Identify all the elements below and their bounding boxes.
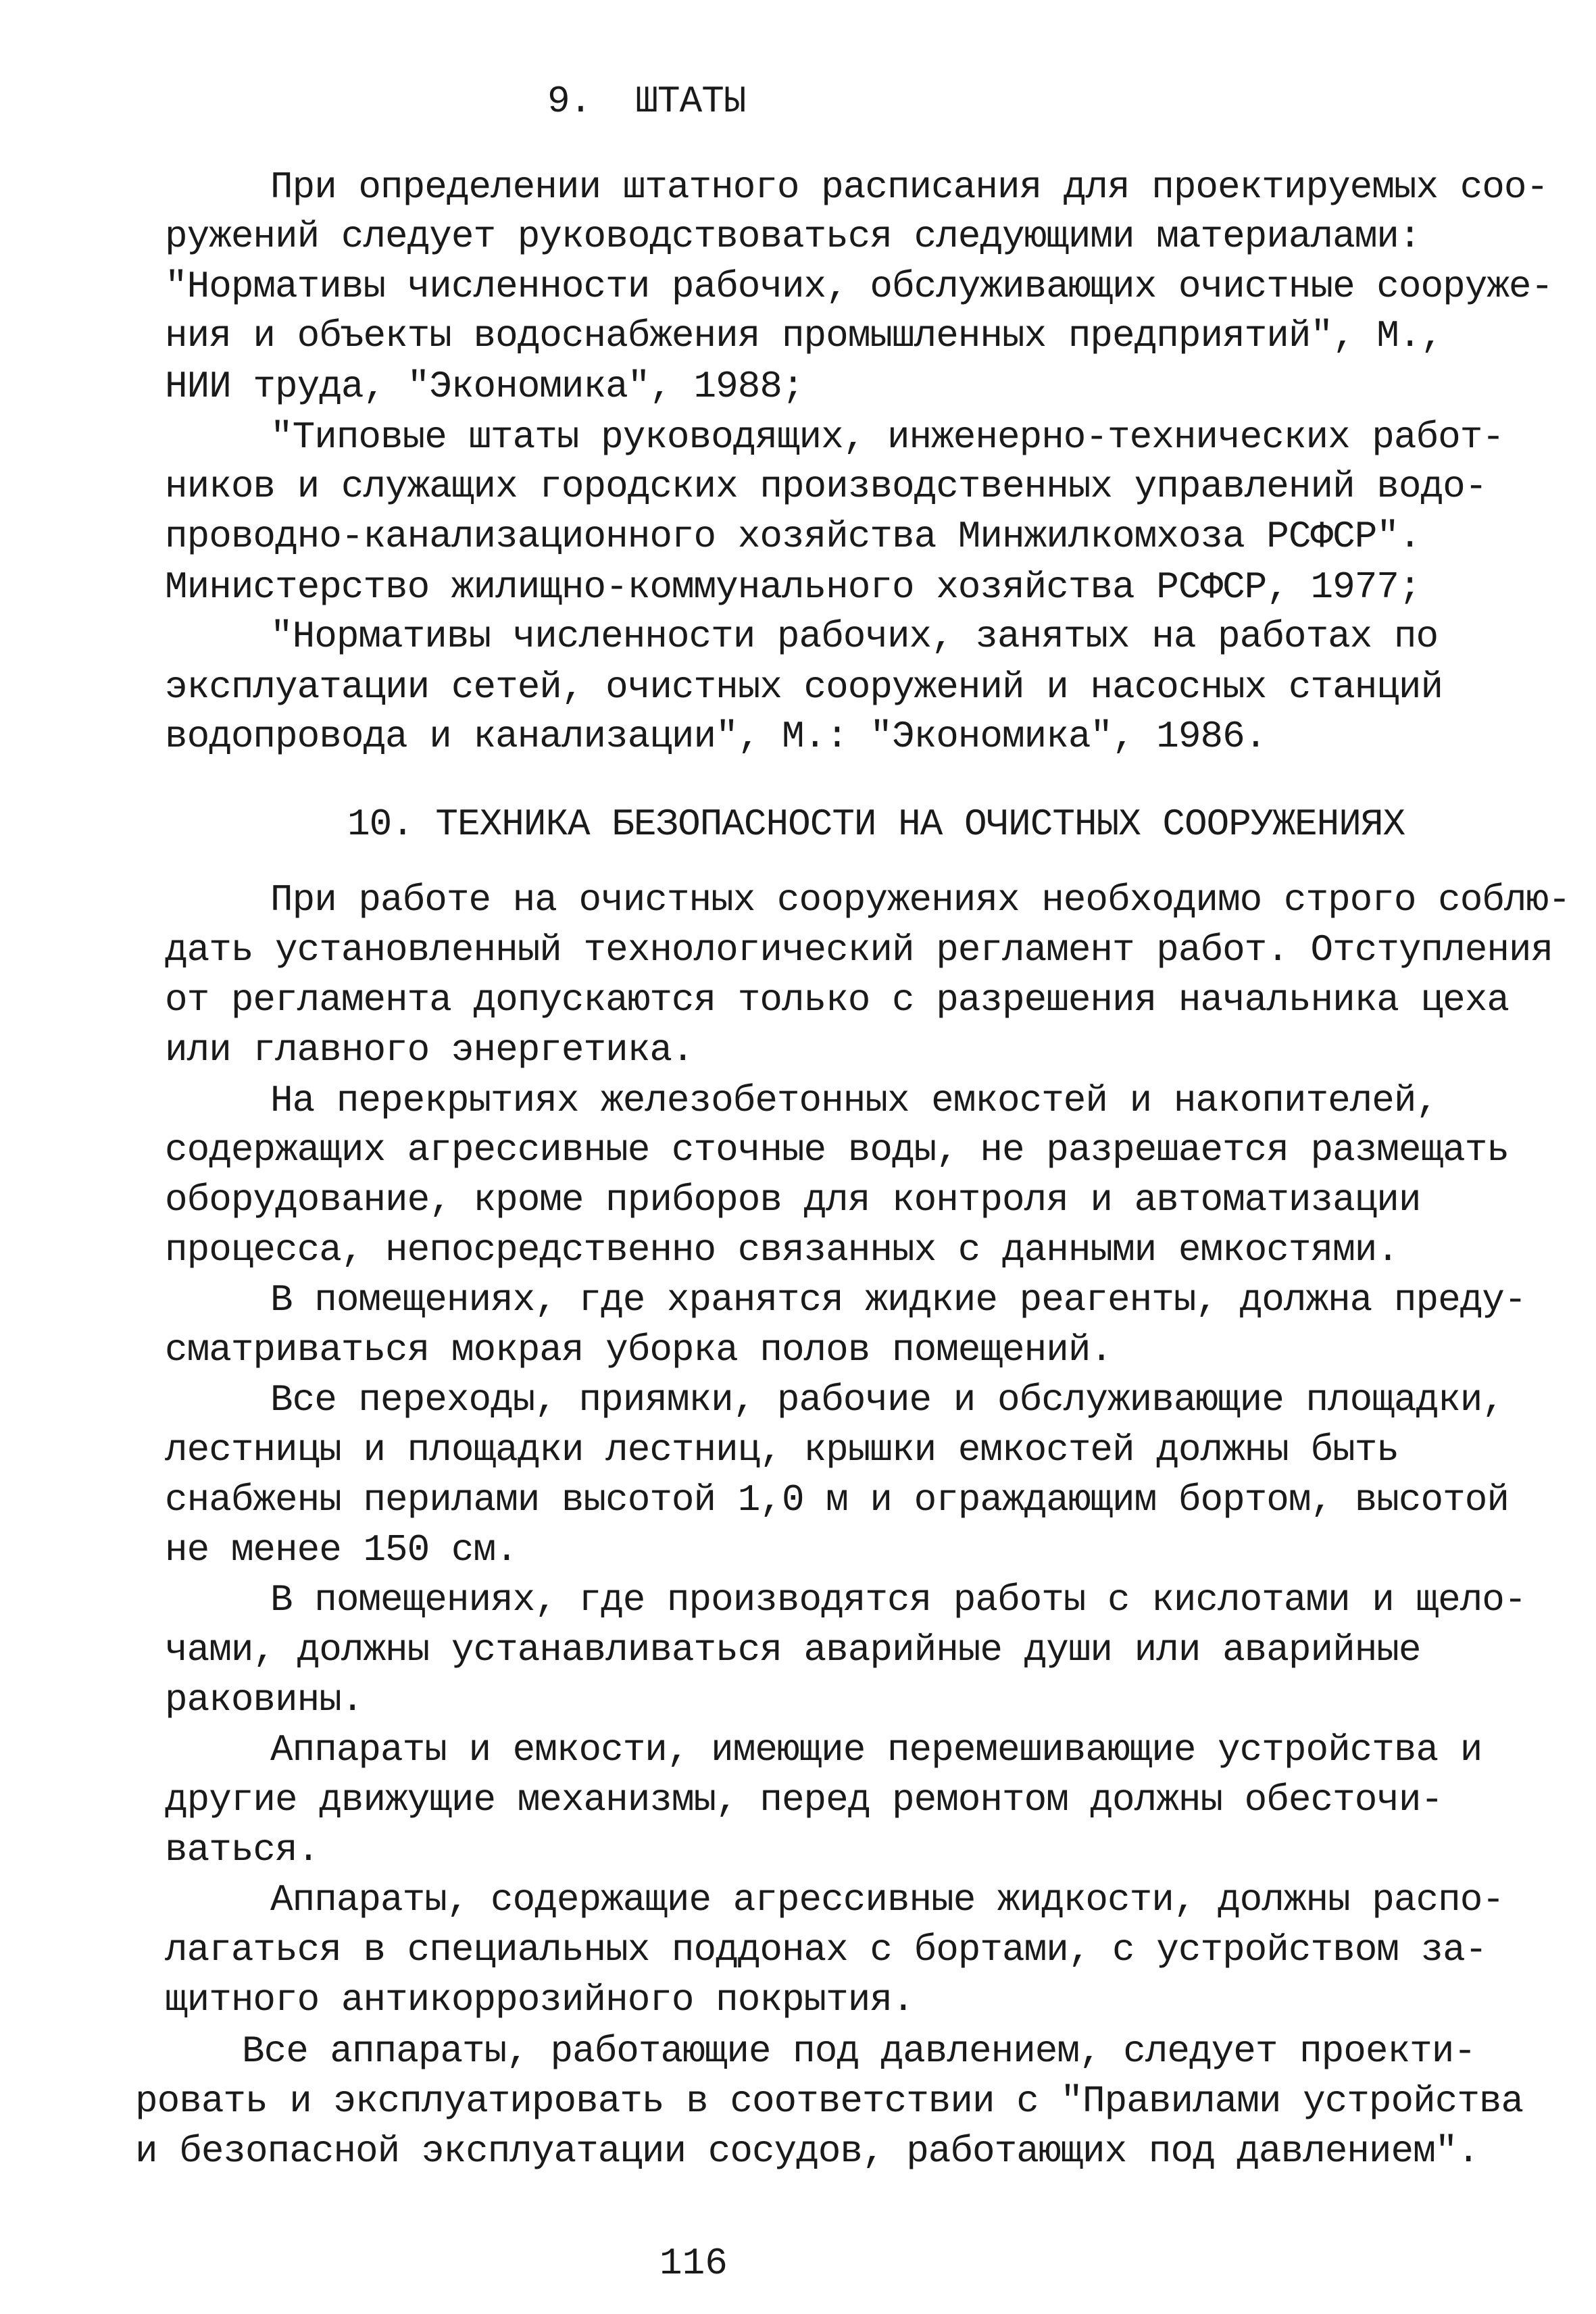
section-10-heading: 10. ТЕХНИКА БЕЗОПАСНОСТИ НА ОЧИСТНЫХ СООРУЖЕНИЯХ [347, 803, 1405, 846]
section-10-line: лестницы и площадки лестниц, крышки емкостей должны быть [165, 1428, 1399, 1472]
section-10-line: дать установленный технологический регламент работ. Отступления [165, 928, 1553, 972]
section-10-line: оборудование, кроме приборов для контроля и автоматизации [165, 1178, 1421, 1222]
section-9-line: Министерство жилищно-коммунального хозяйства РСФСР, 1977; [165, 565, 1421, 609]
section-10-line: не менее 150 см. [165, 1528, 518, 1571]
section-10-line: Все переходы, приямки, рабочие и обслуживающие площадки, [270, 1378, 1504, 1422]
section-9-line: ния и объекты водоснабжения промышленных предприятий", М., [165, 314, 1443, 357]
page-number: 116 [659, 2242, 728, 2285]
section-9-line: водопровода и канализации", М.: "Экономика", 1986. [165, 715, 1267, 758]
section-9-line: "Нормативы численности рабочих, обслуживающих очистные сооруже- [165, 265, 1553, 308]
section-10-line: процесса, непосредственно связанных с данными емкостями. [165, 1228, 1399, 1272]
section-10-line: чами, должны устанавливаться аварийные души или аварийные [165, 1628, 1421, 1671]
section-10-line: ваться. [165, 1828, 320, 1871]
section-9-line: ников и служащих городских производственных управлений водо- [165, 465, 1487, 508]
section-9-line: "Типовые штаты руководящих, инженерно-технических работ- [270, 416, 1504, 459]
section-10-line: другие движущие механизмы, перед ремонтом должны обесточи- [165, 1778, 1443, 1821]
section-10-line: раковины. [165, 1678, 364, 1721]
section-10-line: В помещениях, где хранятся жидкие реагенты, должна преду- [270, 1278, 1526, 1322]
section-10-line: или главного энергетика. [165, 1028, 694, 1072]
section-10-line: сматриваться мокрая уборка полов помещений. [165, 1328, 1113, 1372]
section-10-line: лагаться в специальных поддонах с бортами, с устройством за- [165, 1928, 1487, 1971]
section-9-line: ружений следует руководствоваться следующими материалами: [165, 215, 1421, 258]
section-10-line: и безопасной эксплуатации сосудов, работающих под давлением". [135, 2130, 1479, 2173]
section-10-line: При работе на очистных сооружениях необходимо строго соблю- [270, 878, 1570, 922]
section-10-line: щитного антикоррозийного покрытия. [165, 1978, 914, 2021]
section-10-line: Аппараты, содержащие агрессивные жидкости, должны распо- [270, 1878, 1504, 1921]
section-9-line: При определении штатного расписания для проектируемых соо- [270, 166, 1549, 209]
section-10-line: содержащих агрессивные сточные воды, не разрешается размещать [165, 1128, 1509, 1172]
section-10-line: На перекрытиях железобетонных емкостей и накопителей, [270, 1079, 1439, 1122]
section-9-line: проводно-канализационного хозяйства Минжилкомхоза РСФСР". [165, 515, 1421, 558]
section-9-line: "Нормативы численности рабочих, занятых на работах по [270, 615, 1439, 658]
section-9-line: НИИ труда, "Экономика", 1988; [165, 365, 804, 408]
section-10-line: В помещениях, где производятся работы с кислотами и щело- [270, 1578, 1526, 1621]
section-10-line: Аппараты и емкости, имеющие перемешивающие устройства и [270, 1728, 1482, 1771]
section-10-line: ровать и эксплуатировать в соответствии с "Правилами устройства [135, 2080, 1524, 2123]
section-9-line: эксплуатации сетей, очистных сооружений и насосных станций [165, 665, 1443, 709]
section-10-line: снабжены перилами высотой 1,0 м и ограждающим бортом, высотой [165, 1478, 1509, 1521]
section-9-heading: 9. ШТАТЫ [547, 80, 746, 123]
section-10-line: от регламента допускаются только с разрешения начальника цеха [165, 978, 1509, 1022]
section-10-line: Все аппараты, работающие под давлением, следует проекти- [242, 2030, 1476, 2073]
